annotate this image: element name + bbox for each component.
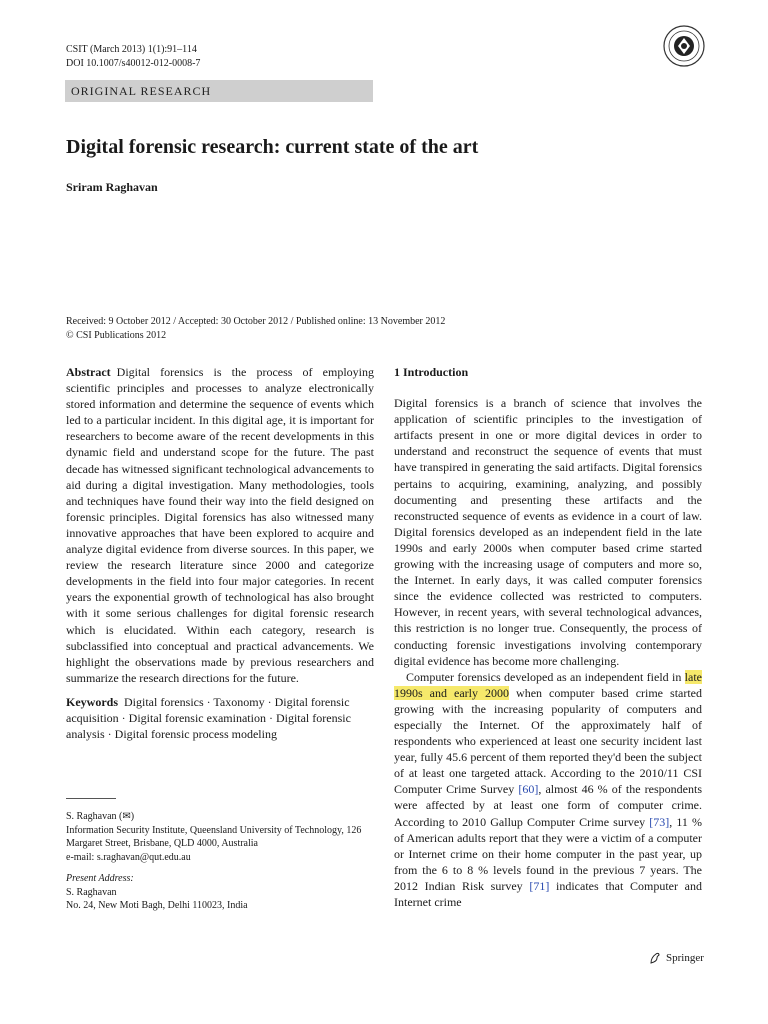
keywords bbox=[66, 694, 374, 742]
footnote-rule bbox=[66, 798, 116, 799]
p2-text-d: , 11 % of American adults report that they were a victim of a computer or Internet crime on their home computer in the past year, up from the 6 to 8 % levels found in the previous 7 years. The 2012 Indian Risk survey bbox=[394, 814, 702, 893]
section-label: ORIGINAL RESEARCH bbox=[65, 80, 373, 102]
doi: DOI 10.1007/s40012-012-0008-7 bbox=[66, 58, 201, 69]
springer-horse-icon bbox=[648, 951, 662, 965]
copyright: © CSI Publications 2012 bbox=[66, 330, 167, 341]
intro-paragraph-2 bbox=[394, 669, 702, 910]
publisher-logo bbox=[648, 951, 704, 965]
abstract-heading: Abstract bbox=[66, 365, 111, 379]
present-address: No. 24, New Moti Bagh, Delhi 110023, India bbox=[66, 900, 248, 911]
citation-link[interactable]: [60] bbox=[518, 782, 539, 797]
citation-link[interactable]: [73] bbox=[649, 814, 670, 829]
abstract-text: Digital forensics is the process of employing scientific principles and processes to analyze electronically stored information and determine the sequence of events which led to a particular incident. In this digital age, it is important for researchers to become aware of the recent developments in this dynamic field and understand scope for the future. The past decade has witnessed significant technological advancements to aid during a digital investigation. Many methodologies, tools and techniques have found their way into the field designed on forensic principles. Digital forensics has also witnessed many innovative approaches that have been explored to acquire and analyze digital evidence from diverse sources. In this paper, we review the research literature since 2000 and categorize developments in the field into four major categories. In recent years the exponential growth of technological has also brought with it some serious challenges for digital forensic research which is elucidated. Within each category, research is subclassified into conceptual and practical advancements. We highlight the observations made by previous researchers and summarize the research directions for the future. bbox=[66, 365, 374, 685]
society-seal-logo bbox=[662, 24, 706, 68]
present-address-name: S. Raghavan bbox=[66, 886, 117, 898]
present-address-label: Present Address: bbox=[66, 873, 134, 884]
abstract bbox=[66, 364, 374, 686]
publication-dates: Received: 9 October 2012 / Accepted: 30 October 2012 / Published online: 13 November 2012 bbox=[66, 316, 446, 327]
intro-paragraph-1: Digital forensics is a branch of science that involves the application of scientific principles to the investigation of artifacts present in one or more digital devices in order to understand and reconstruct the sequence of events that must have transpired in generating the said artifacts. Digital forensics pertains to acquiring, examining, analyzing, and possibly documenting and presenting these artifacts and the reconstructed sequence of events as evidence in a court of law. Digital forensics developed as an independent field in the late 1990s and early 2000s when computer based crime started growing with the increasing usage of computers and more so, the Internet. In early days, it was called computer forensics since the evidence collected was restricted to computers. However, in recent years, with several technological advances, this restriction is no longer true. Consequently, the process of conducting forensic investigations involving contemporary digital evidence has become more challenging. bbox=[394, 396, 702, 668]
p2-text-a: Computer forensics developed as an independent field in bbox=[406, 669, 682, 684]
publisher-name: Springer bbox=[666, 952, 704, 964]
citation-link[interactable]: [71] bbox=[529, 878, 550, 893]
p2-text-c: , almost 46 % of the respondents were affected by at least one form of computer crime. According to 2010 Gallup Computer Crime survey bbox=[394, 782, 703, 829]
intro-heading: 1 Introduction bbox=[394, 365, 469, 379]
author-name: Sriram Raghavan bbox=[66, 180, 158, 194]
article-title: Digital forensic research: current state of the art bbox=[66, 136, 479, 158]
affil-institute: Information Security Institute, Queensland University of Technology, 126 Margaret Street, Brisbane, QLD 4000, Australia bbox=[66, 824, 362, 849]
highlighted-text: late 1990s and early 2000 bbox=[394, 669, 702, 700]
affiliation bbox=[66, 810, 374, 913]
p2-text-e: indicates that Computer and Internet crime bbox=[394, 878, 702, 909]
p2-text-b: when computer based crime started growing with the increasing popularity of computers and especially the Internet. Of the approximately half of respondents who experienced at least one security incident last year, fully 45.6 percent of them reported they'd been the subject of at least one targeted attack. According to the 2010/11 CSI Computer Crime Survey bbox=[394, 685, 703, 797]
left-column bbox=[66, 364, 374, 742]
keywords-heading: Keywords bbox=[66, 694, 118, 709]
right-column bbox=[394, 364, 702, 910]
keywords-text: Digital forensics · Taxonomy · Digital forensic acquisition · Digital forensic examination · Digital forensic analysis · Digital forensic process modeling bbox=[66, 694, 351, 742]
affil-email[interactable]: e-mail: s.raghavan@qut.edu.au bbox=[66, 851, 191, 863]
affil-author: S. Raghavan (✉) bbox=[66, 811, 135, 822]
journal-citation: CSIT (March 2013) 1(1):91–114 bbox=[66, 44, 197, 55]
